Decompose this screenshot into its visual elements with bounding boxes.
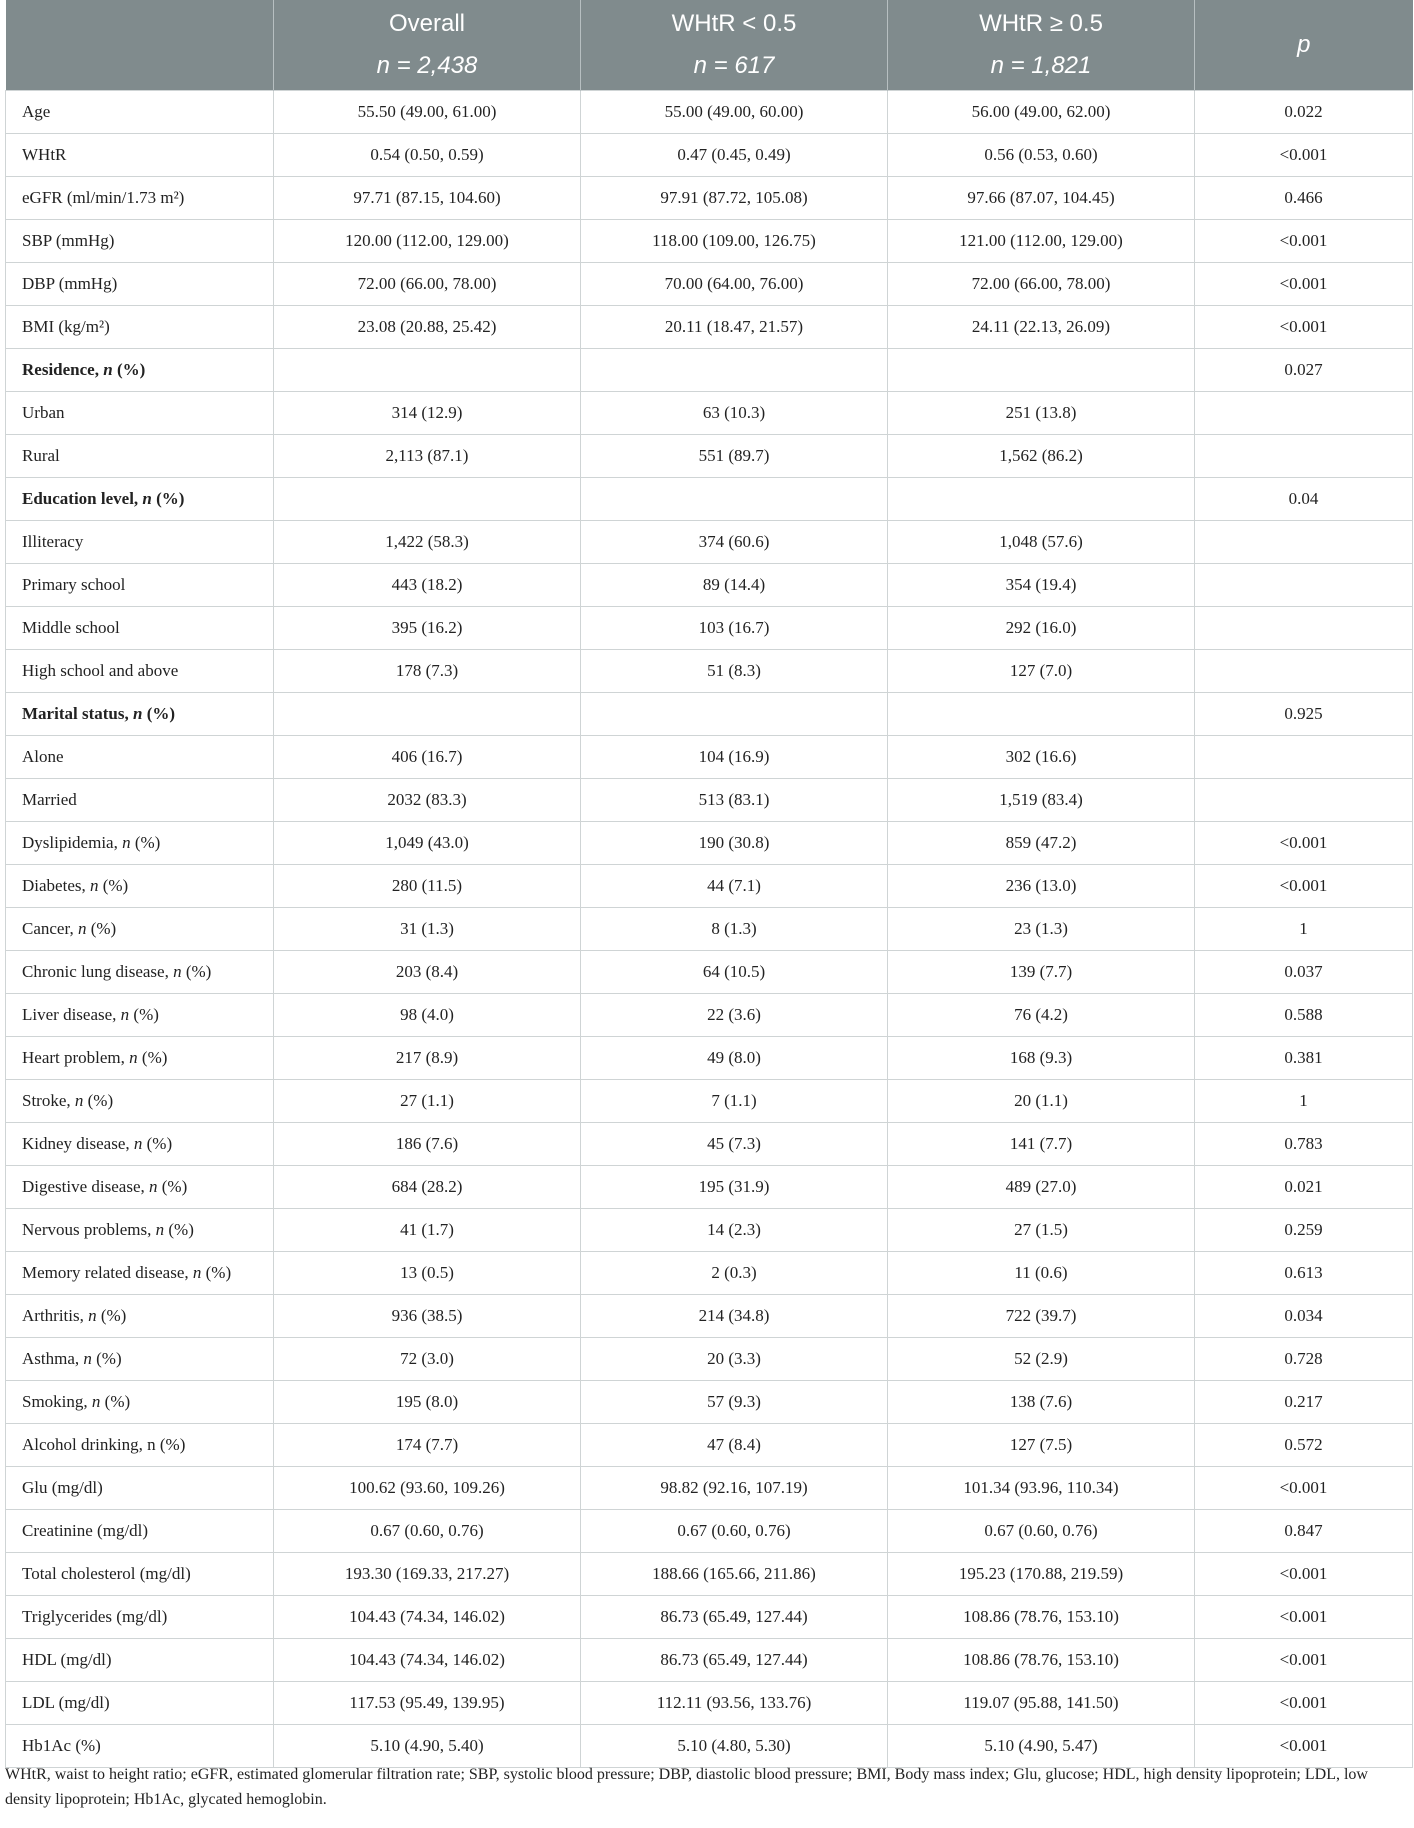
table-row bbox=[6, 1080, 1413, 1123]
overall-value: 178 (7.3) bbox=[274, 650, 581, 693]
whtr-low-value: 14 (2.3) bbox=[581, 1209, 888, 1252]
overall-value: 1,422 (58.3) bbox=[274, 521, 581, 564]
table-row bbox=[6, 1682, 1413, 1725]
whtr-high-value: 138 (7.6) bbox=[888, 1381, 1195, 1424]
p-value bbox=[1195, 435, 1413, 478]
table-row bbox=[6, 1252, 1413, 1295]
row-label: Primary school bbox=[6, 564, 274, 607]
whtr-high-value: 52 (2.9) bbox=[888, 1338, 1195, 1381]
overall-value bbox=[274, 478, 581, 521]
overall-value: 117.53 (95.49, 139.95) bbox=[274, 1682, 581, 1725]
row-label: Dyslipidemia, n (%) bbox=[6, 822, 274, 865]
whtr-high-value: 1,562 (86.2) bbox=[888, 435, 1195, 478]
whtr-low-value: 118.00 (109.00, 126.75) bbox=[581, 220, 888, 263]
whtr-high-value: 141 (7.7) bbox=[888, 1123, 1195, 1166]
table-row bbox=[6, 779, 1413, 822]
whtr-high-value: 97.66 (87.07, 104.45) bbox=[888, 177, 1195, 220]
row-label: Stroke, n (%) bbox=[6, 1080, 274, 1123]
table-row bbox=[6, 1209, 1413, 1252]
whtr-low-value: 44 (7.1) bbox=[581, 865, 888, 908]
overall-value: 0.54 (0.50, 0.59) bbox=[274, 134, 581, 177]
header-whtr-high bbox=[888, 0, 1195, 91]
whtr-high-value: 24.11 (22.13, 26.09) bbox=[888, 306, 1195, 349]
p-value bbox=[1195, 564, 1413, 607]
table-row bbox=[6, 1037, 1413, 1080]
whtr-low-value: 64 (10.5) bbox=[581, 951, 888, 994]
p-value: 0.04 bbox=[1195, 478, 1413, 521]
table-row bbox=[6, 1424, 1413, 1467]
p-value: 0.783 bbox=[1195, 1123, 1413, 1166]
overall-value: 55.50 (49.00, 61.00) bbox=[274, 91, 581, 134]
overall-value: 395 (16.2) bbox=[274, 607, 581, 650]
header-whtr-high-n: n = 1,821 bbox=[990, 52, 1092, 79]
table-row bbox=[6, 1295, 1413, 1338]
p-value: 0.728 bbox=[1195, 1338, 1413, 1381]
whtr-high-value: 101.34 (93.96, 110.34) bbox=[888, 1467, 1195, 1510]
header-whtr-low-label: WHtR < 0.5 bbox=[671, 10, 797, 37]
whtr-low-value: 57 (9.3) bbox=[581, 1381, 888, 1424]
p-value bbox=[1195, 392, 1413, 435]
p-value: 0.037 bbox=[1195, 951, 1413, 994]
row-label: Marital status, n (%) bbox=[6, 693, 274, 736]
row-label: LDL (mg/dl) bbox=[6, 1682, 274, 1725]
overall-value: 1,049 (43.0) bbox=[274, 822, 581, 865]
row-label: Glu (mg/dl) bbox=[6, 1467, 274, 1510]
row-label: Age bbox=[6, 91, 274, 134]
table-row bbox=[6, 263, 1413, 306]
whtr-low-value bbox=[581, 693, 888, 736]
row-label: Cancer, n (%) bbox=[6, 908, 274, 951]
table-row bbox=[6, 220, 1413, 263]
whtr-high-value bbox=[888, 478, 1195, 521]
p-value: 0.588 bbox=[1195, 994, 1413, 1037]
whtr-high-value: 859 (47.2) bbox=[888, 822, 1195, 865]
overall-value: 217 (8.9) bbox=[274, 1037, 581, 1080]
overall-value: 72.00 (66.00, 78.00) bbox=[274, 263, 581, 306]
header-variable bbox=[6, 0, 274, 91]
p-value bbox=[1195, 521, 1413, 564]
header-overall bbox=[274, 0, 581, 91]
table-row bbox=[6, 951, 1413, 994]
whtr-high-value: 354 (19.4) bbox=[888, 564, 1195, 607]
table-container bbox=[5, 0, 1412, 1768]
whtr-high-value: 1,519 (83.4) bbox=[888, 779, 1195, 822]
p-value: <0.001 bbox=[1195, 134, 1413, 177]
p-value: 0.027 bbox=[1195, 349, 1413, 392]
table-row bbox=[6, 693, 1413, 736]
overall-value: 314 (12.9) bbox=[274, 392, 581, 435]
table-row bbox=[6, 177, 1413, 220]
table-row bbox=[6, 134, 1413, 177]
overall-value: 5.10 (4.90, 5.40) bbox=[274, 1725, 581, 1768]
table-row bbox=[6, 1596, 1413, 1639]
row-label: Rural bbox=[6, 435, 274, 478]
whtr-low-value: 7 (1.1) bbox=[581, 1080, 888, 1123]
table-row bbox=[6, 306, 1413, 349]
row-label: Creatinine (mg/dl) bbox=[6, 1510, 274, 1553]
whtr-high-value: 127 (7.5) bbox=[888, 1424, 1195, 1467]
whtr-high-value: 20 (1.1) bbox=[888, 1080, 1195, 1123]
row-label: Urban bbox=[6, 392, 274, 435]
table-row bbox=[6, 1510, 1413, 1553]
overall-value: 72 (3.0) bbox=[274, 1338, 581, 1381]
table-row bbox=[6, 1123, 1413, 1166]
row-label: Married bbox=[6, 779, 274, 822]
whtr-high-value: 195.23 (170.88, 219.59) bbox=[888, 1553, 1195, 1596]
row-label: Illiteracy bbox=[6, 521, 274, 564]
p-value: 0.613 bbox=[1195, 1252, 1413, 1295]
whtr-low-value: 22 (3.6) bbox=[581, 994, 888, 1037]
p-value: 1 bbox=[1195, 908, 1413, 951]
whtr-low-value: 8 (1.3) bbox=[581, 908, 888, 951]
overall-value bbox=[274, 349, 581, 392]
overall-value: 193.30 (169.33, 217.27) bbox=[274, 1553, 581, 1596]
row-label: Arthritis, n (%) bbox=[6, 1295, 274, 1338]
row-label: Liver disease, n (%) bbox=[6, 994, 274, 1037]
table-row bbox=[6, 564, 1413, 607]
whtr-low-value bbox=[581, 478, 888, 521]
p-value: <0.001 bbox=[1195, 1467, 1413, 1510]
row-label: Alcohol drinking, n (%) bbox=[6, 1424, 274, 1467]
table-row bbox=[6, 736, 1413, 779]
table-row bbox=[6, 607, 1413, 650]
row-label: BMI (kg/m²) bbox=[6, 306, 274, 349]
table-row bbox=[6, 1639, 1413, 1682]
p-value bbox=[1195, 607, 1413, 650]
whtr-high-value: 119.07 (95.88, 141.50) bbox=[888, 1682, 1195, 1725]
whtr-low-value: 195 (31.9) bbox=[581, 1166, 888, 1209]
whtr-low-value: 89 (14.4) bbox=[581, 564, 888, 607]
table-row bbox=[6, 865, 1413, 908]
overall-value: 936 (38.5) bbox=[274, 1295, 581, 1338]
overall-value: 684 (28.2) bbox=[274, 1166, 581, 1209]
table-row bbox=[6, 1338, 1413, 1381]
table-body bbox=[6, 91, 1413, 1768]
p-value: 0.466 bbox=[1195, 177, 1413, 220]
overall-value: 195 (8.0) bbox=[274, 1381, 581, 1424]
row-label: Kidney disease, n (%) bbox=[6, 1123, 274, 1166]
whtr-low-value: 214 (34.8) bbox=[581, 1295, 888, 1338]
row-label: Diabetes, n (%) bbox=[6, 865, 274, 908]
table-row bbox=[6, 1381, 1413, 1424]
whtr-high-value: 127 (7.0) bbox=[888, 650, 1195, 693]
table-row bbox=[6, 435, 1413, 478]
row-label: Heart problem, n (%) bbox=[6, 1037, 274, 1080]
table-row bbox=[6, 521, 1413, 564]
characteristics-table bbox=[5, 0, 1413, 1768]
whtr-low-value: 0.47 (0.45, 0.49) bbox=[581, 134, 888, 177]
p-value bbox=[1195, 779, 1413, 822]
row-label: Education level, n (%) bbox=[6, 478, 274, 521]
whtr-low-value: 63 (10.3) bbox=[581, 392, 888, 435]
overall-value: 0.67 (0.60, 0.76) bbox=[274, 1510, 581, 1553]
table-row bbox=[6, 822, 1413, 865]
whtr-high-value: 11 (0.6) bbox=[888, 1252, 1195, 1295]
overall-value: 406 (16.7) bbox=[274, 736, 581, 779]
row-label: eGFR (ml/min/1.73 m²) bbox=[6, 177, 274, 220]
whtr-high-value: 236 (13.0) bbox=[888, 865, 1195, 908]
row-label: Residence, n (%) bbox=[6, 349, 274, 392]
whtr-high-value bbox=[888, 349, 1195, 392]
whtr-low-value: 188.66 (165.66, 211.86) bbox=[581, 1553, 888, 1596]
header-whtr-low bbox=[581, 0, 888, 91]
p-value: 0.022 bbox=[1195, 91, 1413, 134]
whtr-low-value: 2 (0.3) bbox=[581, 1252, 888, 1295]
p-value: <0.001 bbox=[1195, 1553, 1413, 1596]
whtr-low-value: 190 (30.8) bbox=[581, 822, 888, 865]
p-value: 0.847 bbox=[1195, 1510, 1413, 1553]
whtr-low-value: 86.73 (65.49, 127.44) bbox=[581, 1639, 888, 1682]
row-label: Alone bbox=[6, 736, 274, 779]
overall-value: 104.43 (74.34, 146.02) bbox=[274, 1639, 581, 1682]
p-value: <0.001 bbox=[1195, 1596, 1413, 1639]
whtr-low-value: 45 (7.3) bbox=[581, 1123, 888, 1166]
row-label: Triglycerides (mg/dl) bbox=[6, 1596, 274, 1639]
whtr-low-value: 5.10 (4.80, 5.30) bbox=[581, 1725, 888, 1768]
p-value: 1 bbox=[1195, 1080, 1413, 1123]
overall-value: 104.43 (74.34, 146.02) bbox=[274, 1596, 581, 1639]
overall-value: 2,113 (87.1) bbox=[274, 435, 581, 478]
whtr-low-value: 98.82 (92.16, 107.19) bbox=[581, 1467, 888, 1510]
whtr-low-value: 551 (89.7) bbox=[581, 435, 888, 478]
overall-value: 97.71 (87.15, 104.60) bbox=[274, 177, 581, 220]
row-label: High school and above bbox=[6, 650, 274, 693]
p-value: 0.925 bbox=[1195, 693, 1413, 736]
whtr-high-value bbox=[888, 693, 1195, 736]
row-label: Middle school bbox=[6, 607, 274, 650]
whtr-high-value: 23 (1.3) bbox=[888, 908, 1195, 951]
row-label: HDL (mg/dl) bbox=[6, 1639, 274, 1682]
table-row bbox=[6, 908, 1413, 951]
p-value: <0.001 bbox=[1195, 1725, 1413, 1768]
table-row bbox=[6, 478, 1413, 521]
p-value: <0.001 bbox=[1195, 822, 1413, 865]
whtr-low-value: 103 (16.7) bbox=[581, 607, 888, 650]
table-row bbox=[6, 392, 1413, 435]
whtr-high-value: 302 (16.6) bbox=[888, 736, 1195, 779]
whtr-high-value: 292 (16.0) bbox=[888, 607, 1195, 650]
row-label: SBP (mmHg) bbox=[6, 220, 274, 263]
p-value bbox=[1195, 736, 1413, 779]
table-row bbox=[6, 650, 1413, 693]
whtr-high-value: 27 (1.5) bbox=[888, 1209, 1195, 1252]
whtr-low-value: 47 (8.4) bbox=[581, 1424, 888, 1467]
p-value: <0.001 bbox=[1195, 306, 1413, 349]
overall-value: 2032 (83.3) bbox=[274, 779, 581, 822]
p-value: <0.001 bbox=[1195, 220, 1413, 263]
p-value: 0.034 bbox=[1195, 1295, 1413, 1338]
header-whtr-high-label: WHtR ≥ 0.5 bbox=[979, 10, 1103, 37]
whtr-low-value: 0.67 (0.60, 0.76) bbox=[581, 1510, 888, 1553]
header-overall-label: Overall bbox=[388, 10, 466, 37]
table-row bbox=[6, 1467, 1413, 1510]
overall-value: 443 (18.2) bbox=[274, 564, 581, 607]
row-label: Memory related disease, n (%) bbox=[6, 1252, 274, 1295]
overall-value bbox=[274, 693, 581, 736]
whtr-low-value: 86.73 (65.49, 127.44) bbox=[581, 1596, 888, 1639]
table-row bbox=[6, 994, 1413, 1037]
whtr-low-value: 97.91 (87.72, 105.08) bbox=[581, 177, 888, 220]
whtr-low-value: 55.00 (49.00, 60.00) bbox=[581, 91, 888, 134]
header-p-value: p bbox=[1195, 0, 1413, 91]
table-row bbox=[6, 91, 1413, 134]
whtr-high-value: 108.86 (78.76, 153.10) bbox=[888, 1639, 1195, 1682]
row-label: Nervous problems, n (%) bbox=[6, 1209, 274, 1252]
p-value: 0.381 bbox=[1195, 1037, 1413, 1080]
p-value: <0.001 bbox=[1195, 1639, 1413, 1682]
whtr-low-value: 70.00 (64.00, 76.00) bbox=[581, 263, 888, 306]
row-label: WHtR bbox=[6, 134, 274, 177]
p-value: 0.021 bbox=[1195, 1166, 1413, 1209]
overall-value: 23.08 (20.88, 25.42) bbox=[274, 306, 581, 349]
p-value: 0.572 bbox=[1195, 1424, 1413, 1467]
overall-value: 120.00 (112.00, 129.00) bbox=[274, 220, 581, 263]
whtr-high-value: 0.67 (0.60, 0.76) bbox=[888, 1510, 1195, 1553]
table-row bbox=[6, 1166, 1413, 1209]
whtr-high-value: 168 (9.3) bbox=[888, 1037, 1195, 1080]
whtr-high-value: 121.00 (112.00, 129.00) bbox=[888, 220, 1195, 263]
header-overall-n: n = 2,438 bbox=[376, 52, 478, 79]
p-value: 0.259 bbox=[1195, 1209, 1413, 1252]
whtr-high-value: 108.86 (78.76, 153.10) bbox=[888, 1596, 1195, 1639]
whtr-low-value: 49 (8.0) bbox=[581, 1037, 888, 1080]
header-whtr-low-n: n = 617 bbox=[693, 52, 775, 79]
overall-value: 203 (8.4) bbox=[274, 951, 581, 994]
overall-value: 280 (11.5) bbox=[274, 865, 581, 908]
overall-value: 31 (1.3) bbox=[274, 908, 581, 951]
whtr-low-value: 20.11 (18.47, 21.57) bbox=[581, 306, 888, 349]
whtr-high-value: 5.10 (4.90, 5.47) bbox=[888, 1725, 1195, 1768]
whtr-high-value: 251 (13.8) bbox=[888, 392, 1195, 435]
whtr-high-value: 139 (7.7) bbox=[888, 951, 1195, 994]
p-value: 0.217 bbox=[1195, 1381, 1413, 1424]
overall-value: 100.62 (93.60, 109.26) bbox=[274, 1467, 581, 1510]
table-row bbox=[6, 349, 1413, 392]
whtr-low-value: 112.11 (93.56, 133.76) bbox=[581, 1682, 888, 1725]
overall-value: 186 (7.6) bbox=[274, 1123, 581, 1166]
row-label: Asthma, n (%) bbox=[6, 1338, 274, 1381]
table-row bbox=[6, 1553, 1413, 1596]
whtr-high-value: 1,048 (57.6) bbox=[888, 521, 1195, 564]
table-footnote: WHtR, waist to height ratio; eGFR, estimated glomerular filtration rate; SBP, systolic blood pressure; DBP, diastolic blood pressure; BMI, Body mass index; Glu, glucose; HDL, high density lipoprotein; LDL, low density lipoprotein; Hb1Ac, glycated hemoglobin. bbox=[5, 1766, 1368, 1808]
p-value: <0.001 bbox=[1195, 263, 1413, 306]
row-label: Digestive disease, n (%) bbox=[6, 1166, 274, 1209]
whtr-high-value: 722 (39.7) bbox=[888, 1295, 1195, 1338]
p-value: <0.001 bbox=[1195, 1682, 1413, 1725]
table-header bbox=[6, 0, 1413, 91]
overall-value: 41 (1.7) bbox=[274, 1209, 581, 1252]
whtr-high-value: 0.56 (0.53, 0.60) bbox=[888, 134, 1195, 177]
overall-value: 98 (4.0) bbox=[274, 994, 581, 1037]
row-label: DBP (mmHg) bbox=[6, 263, 274, 306]
whtr-high-value: 56.00 (49.00, 62.00) bbox=[888, 91, 1195, 134]
whtr-high-value: 489 (27.0) bbox=[888, 1166, 1195, 1209]
overall-value: 13 (0.5) bbox=[274, 1252, 581, 1295]
row-label: Chronic lung disease, n (%) bbox=[6, 951, 274, 994]
overall-value: 27 (1.1) bbox=[274, 1080, 581, 1123]
whtr-low-value: 104 (16.9) bbox=[581, 736, 888, 779]
row-label: Smoking, n (%) bbox=[6, 1381, 274, 1424]
row-label: Hb1Ac (%) bbox=[6, 1725, 274, 1768]
overall-value: 174 (7.7) bbox=[274, 1424, 581, 1467]
whtr-high-value: 72.00 (66.00, 78.00) bbox=[888, 263, 1195, 306]
p-value bbox=[1195, 650, 1413, 693]
header-row bbox=[6, 0, 1413, 91]
whtr-high-value: 76 (4.2) bbox=[888, 994, 1195, 1037]
whtr-low-value: 513 (83.1) bbox=[581, 779, 888, 822]
whtr-low-value: 20 (3.3) bbox=[581, 1338, 888, 1381]
whtr-low-value: 374 (60.6) bbox=[581, 521, 888, 564]
p-value: <0.001 bbox=[1195, 865, 1413, 908]
whtr-low-value bbox=[581, 349, 888, 392]
whtr-low-value: 51 (8.3) bbox=[581, 650, 888, 693]
row-label: Total cholesterol (mg/dl) bbox=[6, 1553, 274, 1596]
